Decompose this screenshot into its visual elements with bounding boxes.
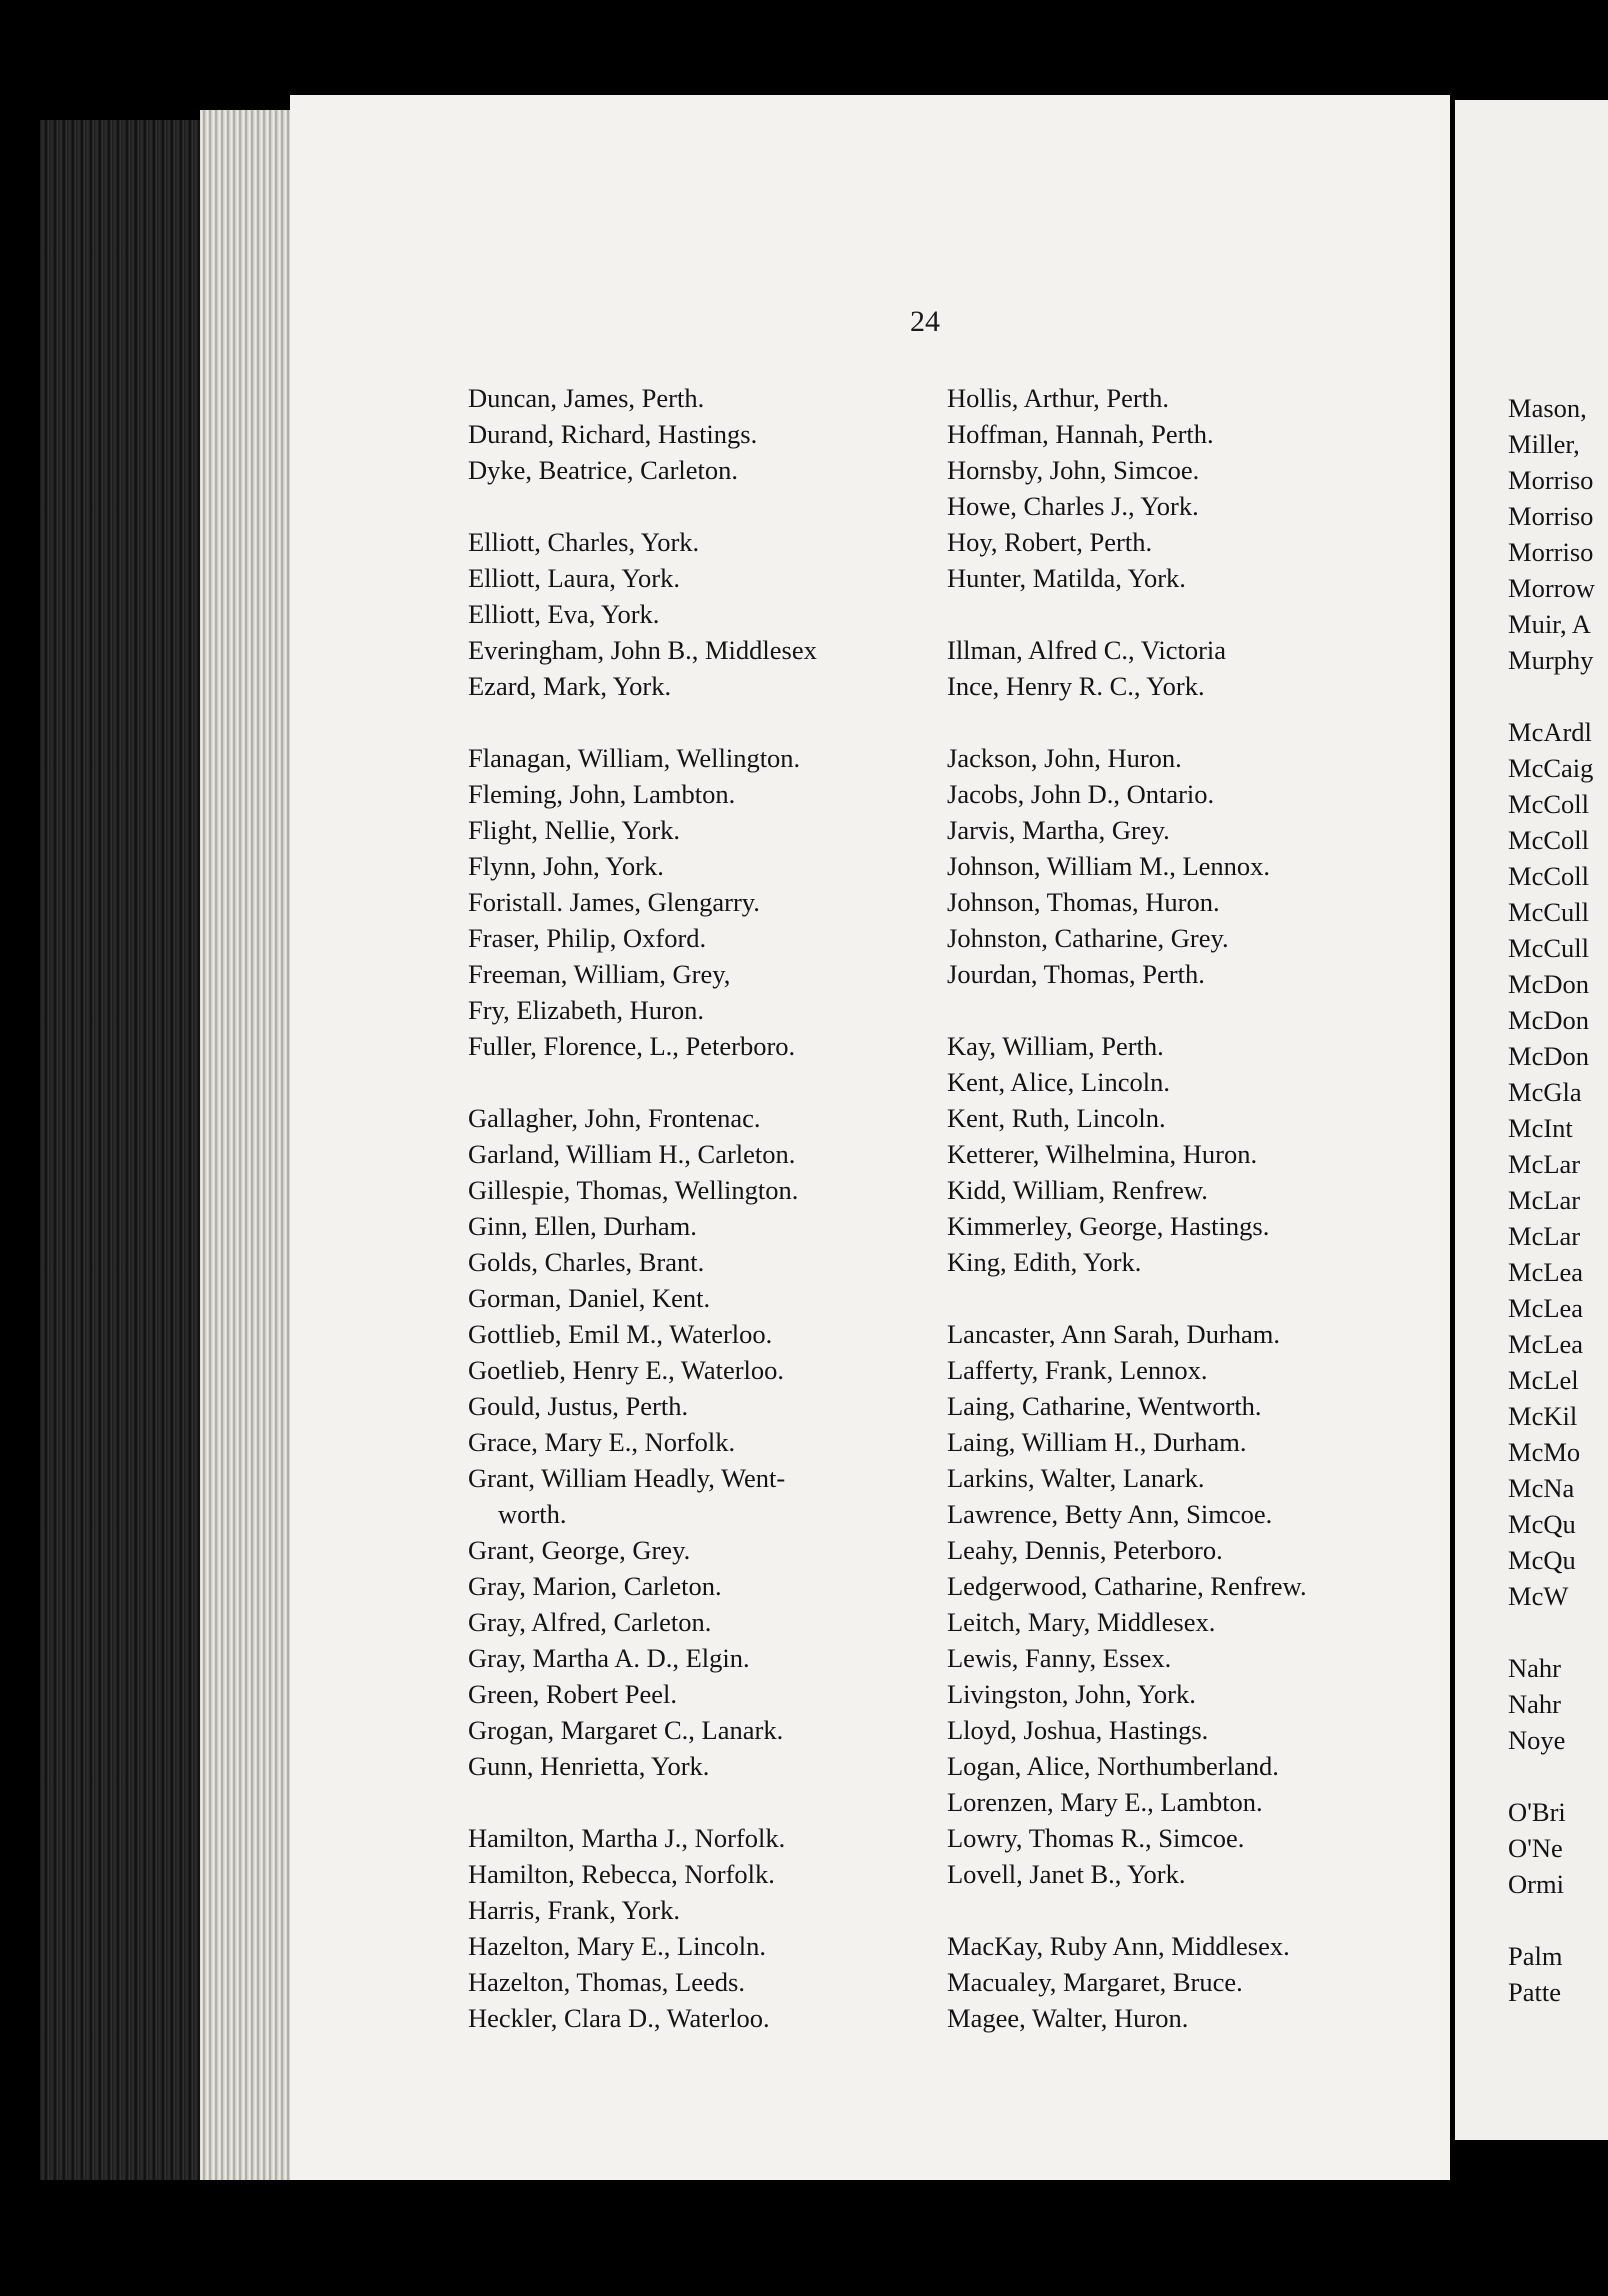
- list-item: Dyke, Beatrice, Carleton.: [468, 455, 739, 485]
- entry-gap: [468, 1784, 938, 1820]
- list-item: Fraser, Philip, Oxford.: [468, 923, 707, 953]
- list-item: Nahr: [1508, 1689, 1561, 1719]
- list-item: McDon: [1508, 969, 1589, 999]
- list-item: Jarvis, Martha, Grey.: [947, 815, 1170, 845]
- list-item: McCaig: [1508, 753, 1594, 783]
- list-item: Everingham, John B., Middlesex: [468, 635, 817, 665]
- list-item: Leahy, Dennis, Peterboro.: [947, 1535, 1223, 1565]
- list-item: Livingston, John, York.: [947, 1679, 1196, 1709]
- list-item: Logan, Alice, Northumberland.: [947, 1751, 1279, 1781]
- list-item: Freeman, William, Grey,: [468, 959, 731, 989]
- list-item: Laing, Catharine, Wentworth.: [947, 1391, 1262, 1421]
- list-item: Gallagher, John, Frontenac.: [468, 1103, 761, 1133]
- list-item: Hoy, Robert, Perth.: [947, 527, 1153, 557]
- list-item: Gray, Martha A. D., Elgin.: [468, 1643, 750, 1673]
- list-item: Hazelton, Thomas, Leeds.: [468, 1967, 745, 1997]
- list-item: Hazelton, Mary E., Lincoln.: [468, 1931, 767, 1961]
- list-item: Lloyd, Joshua, Hastings.: [947, 1715, 1209, 1745]
- list-item: Fry, Elizabeth, Huron.: [468, 995, 704, 1025]
- list-item: Jacobs, John D., Ontario.: [947, 779, 1215, 809]
- list-item: Fuller, Florence, L., Peterboro.: [468, 1031, 796, 1061]
- list-item: worth.: [498, 1499, 567, 1529]
- list-item: Muir, A: [1508, 609, 1591, 639]
- list-item: Morriso: [1508, 537, 1594, 567]
- entry-gap: [468, 1064, 938, 1100]
- list-item: Leitch, Mary, Middlesex.: [947, 1607, 1216, 1637]
- list-item: Grogan, Margaret C., Lanark.: [468, 1715, 784, 1745]
- list-item: Heckler, Clara D., Waterloo.: [468, 2003, 770, 2033]
- list-item: Nahr: [1508, 1653, 1561, 1683]
- list-item: Flight, Nellie, York.: [468, 815, 681, 845]
- page-edges: [200, 110, 300, 2180]
- list-item: Green, Robert Peel.: [468, 1679, 677, 1709]
- list-item: Palm: [1508, 1941, 1563, 1971]
- list-item: Elliott, Charles, York.: [468, 527, 700, 557]
- list-item: McLel: [1508, 1365, 1579, 1395]
- list-item: McKil: [1508, 1401, 1578, 1431]
- list-item: King, Edith, York.: [947, 1247, 1142, 1277]
- list-item: Hoffman, Hannah, Perth.: [947, 419, 1214, 449]
- list-item: Kimmerley, George, Hastings.: [947, 1211, 1270, 1241]
- list-item: Elliott, Laura, York.: [468, 563, 680, 593]
- list-item: Ketterer, Wilhelmina, Huron.: [947, 1139, 1258, 1169]
- list-item: McMo: [1508, 1437, 1581, 1467]
- list-item: Lorenzen, Mary E., Lambton.: [947, 1787, 1263, 1817]
- list-item: McInt: [1508, 1113, 1573, 1143]
- list-item: Lovell, Janet B., York.: [947, 1859, 1186, 1889]
- entry-gap: [468, 704, 938, 740]
- list-item: McLar: [1508, 1149, 1581, 1179]
- list-item: Lawrence, Betty Ann, Simcoe.: [947, 1499, 1273, 1529]
- entry-gap: [1508, 1614, 1608, 1650]
- entry-gap: [947, 704, 1417, 740]
- page-number: 24: [910, 305, 940, 338]
- list-item: Gray, Marion, Carleton.: [468, 1571, 722, 1601]
- entry-gap: [1508, 678, 1608, 714]
- entry-gap: [1508, 1758, 1608, 1794]
- list-item: Hollis, Arthur, Perth.: [947, 383, 1169, 413]
- list-item: Ezard, Mark, York.: [468, 671, 672, 701]
- list-item: McLea: [1508, 1257, 1584, 1287]
- list-item: Hornsby, John, Simcoe.: [947, 455, 1200, 485]
- list-item: McLea: [1508, 1293, 1584, 1323]
- list-item: Jackson, John, Huron.: [947, 743, 1182, 773]
- list-item: Gottlieb, Emil M., Waterloo.: [468, 1319, 773, 1349]
- list-item: Gould, Justus, Perth.: [468, 1391, 689, 1421]
- list-item: McLea: [1508, 1329, 1584, 1359]
- list-item: Ince, Henry R. C., York.: [947, 671, 1205, 701]
- list-item: Gray, Alfred, Carleton.: [468, 1607, 712, 1637]
- list-item: Hunter, Matilda, York.: [947, 563, 1186, 593]
- list-item: McLar: [1508, 1221, 1581, 1251]
- list-item: Duncan, James, Perth.: [468, 383, 705, 413]
- list-item: McNa: [1508, 1473, 1575, 1503]
- entry-gap: [947, 1892, 1417, 1928]
- list-item: Durand, Richard, Hastings.: [468, 419, 758, 449]
- entry-gap: [947, 596, 1417, 632]
- right-column: [947, 380, 1417, 2036]
- list-item: Kidd, William, Renfrew.: [947, 1175, 1208, 1205]
- list-item: Lowry, Thomas R., Simcoe.: [947, 1823, 1245, 1853]
- list-item: McColl: [1508, 861, 1589, 891]
- list-item: Patte: [1508, 1977, 1561, 2007]
- list-item: Harris, Frank, York.: [468, 1895, 680, 1925]
- list-item: McCull: [1508, 933, 1589, 963]
- list-item: Lancaster, Ann Sarah, Durham.: [947, 1319, 1281, 1349]
- list-item: Gillespie, Thomas, Wellington.: [468, 1175, 799, 1205]
- list-item: Laing, William H., Durham.: [947, 1427, 1247, 1457]
- list-item: McColl: [1508, 825, 1589, 855]
- list-item: Illman, Alfred C., Victoria: [947, 635, 1227, 665]
- list-item: Golds, Charles, Brant.: [468, 1247, 705, 1277]
- list-item: Ginn, Ellen, Durham.: [468, 1211, 697, 1241]
- list-item: Mason,: [1508, 393, 1587, 423]
- list-item: Kent, Ruth, Lincoln.: [947, 1103, 1166, 1133]
- list-item: Hamilton, Martha J., Norfolk.: [468, 1823, 786, 1853]
- list-item: Grant, George, Grey.: [468, 1535, 691, 1565]
- list-item: Lewis, Fanny, Essex.: [947, 1643, 1172, 1673]
- list-item: Larkins, Walter, Lanark.: [947, 1463, 1205, 1493]
- list-item: Miller,: [1508, 429, 1580, 459]
- list-item: McArdl: [1508, 717, 1592, 747]
- list-item: Jourdan, Thomas, Perth.: [947, 959, 1205, 989]
- next-page-column: [1508, 390, 1608, 2010]
- list-item: McDon: [1508, 1005, 1589, 1035]
- list-item: McQu: [1508, 1509, 1576, 1539]
- list-item: Garland, William H., Carleton.: [468, 1139, 796, 1169]
- list-item: Gunn, Henrietta, York.: [468, 1751, 710, 1781]
- list-item: Goetlieb, Henry E., Waterloo.: [468, 1355, 785, 1385]
- list-item: McLar: [1508, 1185, 1581, 1215]
- list-item: MacKay, Ruby Ann, Middlesex.: [947, 1931, 1290, 1961]
- entry-gap: [468, 488, 938, 524]
- list-item: Johnson, William M., Lennox.: [947, 851, 1271, 881]
- list-item: Morriso: [1508, 501, 1594, 531]
- list-item: Johnson, Thomas, Huron.: [947, 887, 1220, 917]
- list-item: Flynn, John, York.: [468, 851, 664, 881]
- list-item: McW: [1508, 1581, 1569, 1611]
- list-item: Howe, Charles J., York.: [947, 491, 1199, 521]
- list-item: Magee, Walter, Huron.: [947, 2003, 1189, 2033]
- list-item: Gorman, Daniel, Kent.: [468, 1283, 711, 1313]
- list-item: Ormi: [1508, 1869, 1564, 1899]
- list-item: Kent, Alice, Lincoln.: [947, 1067, 1170, 1097]
- list-item: Murphy: [1508, 645, 1594, 675]
- list-item: Grant, William Headly, Went-: [468, 1463, 786, 1493]
- list-item: Foristall. James, Glengarry.: [468, 887, 760, 917]
- list-item: McQu: [1508, 1545, 1576, 1575]
- list-item: Flanagan, William, Wellington.: [468, 743, 801, 773]
- list-item: Morriso: [1508, 465, 1594, 495]
- left-column: [468, 380, 938, 2036]
- entry-gap: [1508, 1902, 1608, 1938]
- list-item: Johnston, Catharine, Grey.: [947, 923, 1229, 953]
- list-item: McColl: [1508, 789, 1589, 819]
- list-item: Kay, William, Perth.: [947, 1031, 1164, 1061]
- list-item: McDon: [1508, 1041, 1589, 1071]
- entry-gap: [947, 1280, 1417, 1316]
- list-item: Noye: [1508, 1725, 1566, 1755]
- list-item: Fleming, John, Lambton.: [468, 779, 736, 809]
- list-item: Elliott, Eva, York.: [468, 599, 660, 629]
- list-item: McCull: [1508, 897, 1589, 927]
- list-item: Ledgerwood, Catharine, Renfrew.: [947, 1571, 1307, 1601]
- list-item: Hamilton, Rebecca, Norfolk.: [468, 1859, 775, 1889]
- entry-gap: [947, 992, 1417, 1028]
- list-item: McGla: [1508, 1077, 1582, 1107]
- list-item: Lafferty, Frank, Lennox.: [947, 1355, 1208, 1385]
- list-item: O'Ne: [1508, 1833, 1563, 1863]
- list-item: Grace, Mary E., Norfolk.: [468, 1427, 736, 1457]
- list-item: Morrow: [1508, 573, 1595, 603]
- list-item: Macualey, Margaret, Bruce.: [947, 1967, 1243, 1997]
- list-item: O'Bri: [1508, 1797, 1566, 1827]
